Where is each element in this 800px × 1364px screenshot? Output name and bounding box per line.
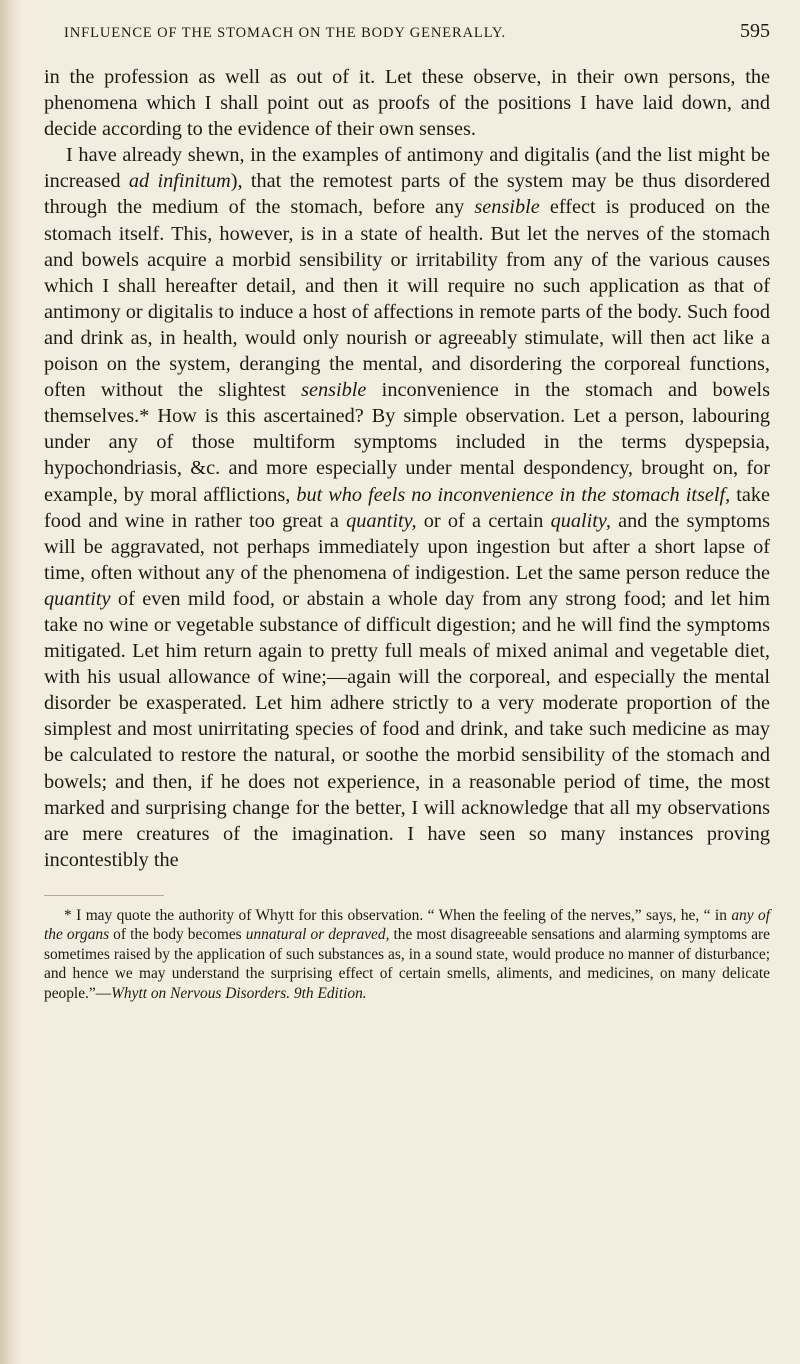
body-text: [44, 64, 770, 873]
footnote-text-run: of the body becomes: [109, 926, 246, 944]
text-run: effect is produced on the stomach itself. This, however, is in a state of health. But let the nerves of the stomach and bowels acquire a morbid sensibility or irritability from any of the various causes which I shall hereafter detail, and then it will require no such application as that of antimony or digitalis to induce a host of affections in remote parts of the body. Such food and drink as, in health, would only nourish or agreeably stimulate, will then act like a poison on the system, deranging the mental, and disordering the corporeal functions, often without the slightest: [44, 196, 770, 402]
footnote-text-run: the most disagreeable sensations and alarming symptoms are sometimes raised by the application of such substances as, in a sound state, would produce no manner of disturbance; and hence we may understand the surprising effect of certain smells, aliments, and medicines, on many delicate people.”—: [44, 926, 770, 1002]
running-head: [64, 20, 770, 54]
text-run: in the profession as well as out of it. Let these observe, in their own persons, the phenomena which I shall point out as proofs of the positions I have laid down, and decide according to the evidence of their own senses.: [44, 66, 770, 141]
footnote-citation: Whytt on Nervous Disorders.: [111, 984, 291, 1002]
text-run: and the symptoms will be aggravated, not perhaps immediately upon ingestion but after a short lapse of time, often without any of the phenomena of indigestion. Let the same person reduce the: [44, 509, 770, 584]
footnote-italic-phrase: any of the organs: [44, 906, 770, 944]
running-title: INFLUENCE OF THE STOMACH ON THE BODY GENERALLY.: [64, 25, 507, 41]
text-run: of even mild food, or abstain a whole day from any strong food; and let him take no wine or vegetable substance of difficult digestion; and he will find the symptoms mitigated. Let him return again to pretty full meals of mixed animal and vegetable diet, with his usual allowance of wine;—again will the corporeal, and especially the mental disorder be exasperated. Let him adhere strictly to a very moderate proportion of the simplest and most unirritating species of food and drink, and take such medicine as may be calculated to restore the natural, or soothe the morbid sensibility of the stomach and bowels; and then, if he does not experience, in a reasonable period of time, the most marked and surprising change for the better, I will acknowledge that all my observations are mere creatures of the imagination. I have seen so many instances proving incontestibly the: [44, 587, 770, 871]
footnote-text-run: * I may quote the authority of Whytt for this observation. “ When the feeling of the nerves,” says, he, “ in: [64, 906, 732, 924]
footnote-citation: Edition.: [317, 984, 367, 1002]
footnote-citation: 9th: [290, 984, 318, 1002]
text-run: take food and wine in rather too great a: [44, 483, 770, 532]
paragraph-continuation: [44, 64, 770, 142]
italic-phrase: quantity: [44, 587, 111, 610]
book-page: [44, 20, 770, 1018]
text-run: inconvenience in the stomach and bowels themselves.* How is this ascertained? By simple observation. Let a person, labouring under any of those multiform symptoms included in the terms dyspepsia, hypochondriasis, &c. and more especially under mental despondency, brought on, for example, by moral afflictions,: [44, 379, 770, 506]
italic-phrase: sensible: [301, 379, 367, 402]
italic-phrase: but who feels no inconvenience in the stomach itself,: [296, 483, 731, 506]
text-run: or of a certain: [416, 509, 551, 532]
italic-phrase: quality,: [550, 509, 611, 532]
footnote-italic-phrase: unnatural or depraved,: [245, 926, 390, 944]
footnote-rule: [44, 895, 164, 896]
page-number: 595: [740, 20, 770, 42]
italic-phrase: ad infinitum: [128, 170, 231, 193]
italic-phrase: sensible: [474, 196, 540, 219]
page-binding-shadow: [0, 0, 22, 1364]
italic-phrase: quantity,: [346, 509, 417, 532]
text-run: ), that the remotest parts of the system may be thus disordered through the medium of the stomach, before any: [44, 170, 770, 219]
footnote: [44, 906, 770, 1003]
text-run: I have already shewn, in the examples of antimony and digitalis (and the list might be increased: [44, 144, 770, 193]
paragraph-main: [44, 142, 770, 873]
